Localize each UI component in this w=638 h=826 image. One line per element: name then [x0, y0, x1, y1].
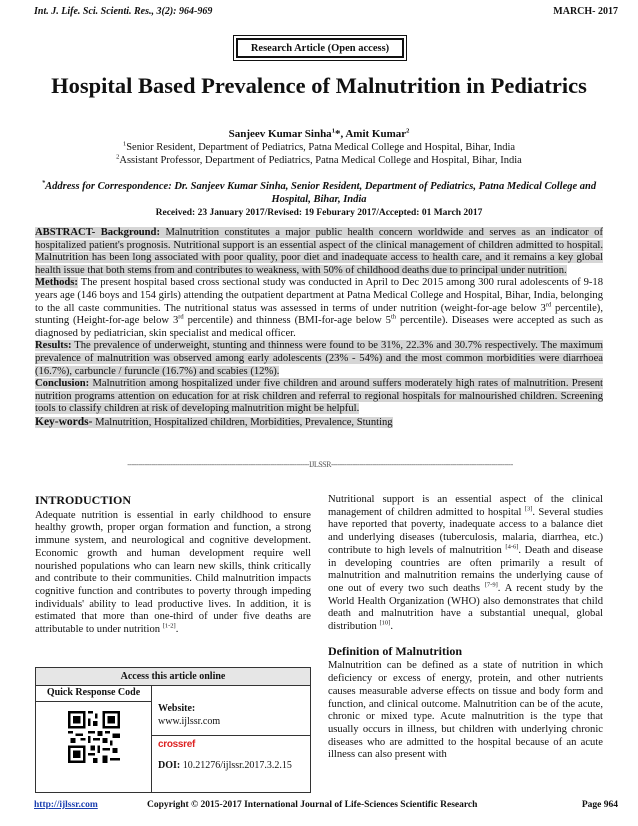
right-column [328, 494, 603, 762]
keywords: Malnutrition, Hospitalized children, Morbidities, Prevalence, Stunting [95, 416, 393, 428]
article-dates: Received: 23 January 2017/Revised: 19 Feburary 2017/Accepted: 01 March 2017 [155, 208, 483, 218]
affiliation-2: $^2$Assistant Professor, Department of Pediatrics, Patna Medical College and Hospital, Bihar, India [116, 153, 522, 166]
abstract: ABSTRACT- Background: Malnutrition constitutes a major public health concern worldwide and serves as an indicator of hospitalized patient's prognosis. Nutritional support is an essential aspect of the clinical management of children admitted to hospital. Malnutrition has been long associated with poor quality, poor diet and inadequate access to health care, and it remains a key global health issue that both stems from and contributes to weakness, with 50% of childhood deaths due to principal under nutrition. Methods: The present hospital based cross sectional study was conducted in April to Dec 2015 among 300 rural adolescents of 9-18 years age (146 boys and 154 girls) attending the outpatient department at Patna Medical College and Hospital, Bihar, India, belonging to the all caste communities. The nutritional status was assessed in terms of under nutrition (weight-for-age below 3rd percentile), stunting (Height-for-age below 3rd percentile) and thinness (BMI-for-age below 5th percentile). Diseases were accepted as such as diagnosed by pediatrician, skin specialist and medical officer. Results: The prevalence of underweight, stunting and thinness were found to be 31%, 22.3% and 30.7% respectively. The maximum prevalence of malnutrition was observed among early adolescents (23% - 54%) and the most common morbidities were diarrhoea (16.7%), carbuncle / furuncle (16.7%) and scabies (12%). Conclusion: Malnutrition among hospitalized under five children and around suffers moderately high rates of malnutrition. Present nutrition programs attention on education for at risk children and referral to regional hospitals for malnourished children. Screening tools to classify children at risk of developing malnutrition might be helpful. Key-words- Malnutrition, Hospitalized children, Morbidities, Prevalence, Stunting [35, 227, 603, 428]
qr-label: Quick Response Code [36, 685, 151, 702]
page-number: Page 964 [581, 800, 618, 810]
abstract-results: The prevalence of underweight, stunting and thinness were found to be 31%, 22.3% and 30.7% respectively. The maximum prevalence of malnutrition was observed among early adolescents (23% - 54%) and the most common morbidities were diarrhoea (16.7%), carbuncle / furuncle (16.7%) and scabies (12%). [35, 340, 603, 377]
access-online-box [35, 667, 311, 793]
definition-paragraph: Malnutrition can be defined as a state of nutrition in which deficiency or excess of energy, protein, and other nutrients causes measurable adverse effects on tissue and body form and function, and clinical outcome. Malnutrition can be of the acute, chronic or mixed type. Acute malnutrition is the type that usually occurs in illness, but children with underlying chronic diseases who are admitted to the hospital because of an acute illness can also present with [328, 660, 603, 761]
intro-paragraph: Adequate nutrition is essential in early childhood to ensure healthy growth, proper organ formation and function, a strong immune system, and neurological and cognitive development. Economic growth and human development require well nourished populations who can learn new skills, think critically and contribute to their communities. Child malnutrition impacts cognitive function and contributes to poverty through impeding individuals' ability to lead productive lives. In addition, it is estimated that more than one-third of under five deaths are attributable to under nutrition [1-2]. [35, 509, 311, 636]
qr-code-icon[interactable] [68, 711, 120, 763]
author-line: Sanjeev Kumar Sinha$^1$*, Amit Kumar$^2$ [228, 127, 410, 140]
affiliation-1: $^1$Senior Resident, Department of Pediatrics, Patna Medical College and Hospital, Bihar, India [122, 140, 516, 153]
footer-copyright: Copyright © 2015-2017 International Journal of Life-Sciences Scientific Research [147, 800, 478, 810]
definition-heading: Definition of Malnutrition [328, 643, 462, 658]
issue-date: MARCH- 2017 [553, 6, 618, 17]
author-name: Amit Kumar [345, 128, 407, 140]
footer-url[interactable]: http://ijlssr.com [34, 800, 98, 810]
nutrition-paragraph: Nutritional support is an essential aspect of the clinical management of children admitted to hospital [3]. Several studies have reported that poverty, inadequate access to a balance diet and underlying diseases (tuberculosis, malaria, diarrhea, etc.) contribute to high levels of malnutrition [4-6]. Death and disease in developing countries are often primarily a result of malnutrition and malnutrition remains the underlying cause of one out of every two such deaths [7-9]. A recent study by the World Health Organization (WHO) also demonstrates that child death and malnutrition have a substantial unequal, global distribution [10]. [328, 494, 603, 633]
abstract-background: Malnutrition constitutes a major public health concern worldwide and serves as an indicator of hospitalized patient's prognosis. Nutritional support is an essential aspect of the clinical management of children admitted to hospital. Malnutrition has been long associated with poor quality, poor diet and inadequate access to health care, and it remains a key global health issue that both stems from and contributes to weakness, with 50% of childhood deaths due to principal under nutrition. [35, 227, 603, 276]
access-details [152, 685, 310, 792]
paper-title: Hospital Based Prevalence of Malnutrition in Pediatrics [51, 73, 587, 98]
article-type-badge: Research Article (Open access) [236, 38, 404, 58]
abstract-label: ABSTRACT- Background: [35, 227, 160, 238]
intro-heading: INTRODUCTION [35, 493, 132, 507]
doi-link[interactable]: 10.21276/ijlssr.2017.3.2.15 [182, 760, 292, 771]
abstract-methods: The present hospital based cross sectional study was conducted in April to Dec 2015 among 300 rural adolescents of 9-18 years age (146 boys and 154 girls) attending the outpatient department at Patna Medical College and Hospital, Bihar, India, belonging to the all caste communities. The nutritional status was assessed in terms of under nutrition (weight-for-age below 3rd percentile), stunting (Height-for-age below 3rd percentile) and thinness (BMI-for-age below 5th percentile). Diseases were accepted as such as diagnosed by pediatrician, skin specialist and medical officer. [35, 277, 603, 339]
crossref-logo: crossref [158, 739, 196, 750]
intro-column [35, 494, 311, 637]
abstract-conclusion: Malnutrition among hospitalized under five children and around suffers moderately high rates of malnutrition. Present nutrition programs attention on education for at risk children and referral to regional hospitals for malnourished children. Screening tools to classify children at risk of developing malnutrition might be helpful. [35, 378, 603, 415]
website-label: Website: [158, 703, 196, 714]
access-box-title: Access this article online [36, 668, 310, 686]
correspondence-address: *Address for Correspondence: Dr. Sanjeev Kumar Sinha, Senior Resident, Department of Pediatrics, Patna Medical College and Hospital, Bihar, India [41, 179, 597, 205]
qr-panel [36, 685, 152, 792]
author-name: Sanjeev Kumar Sinha [228, 128, 332, 140]
section-separator: ------------------------------------------------------------------------------------IJLSSR------------------------------------------------------------------------------------ [127, 460, 513, 469]
access-divider [152, 735, 310, 736]
journal-citation: Int. J. Life. Sci. Scienti. Res., 3(2): 964-969 [34, 6, 213, 17]
website-link[interactable]: www.ijlssr.com [158, 716, 221, 727]
doi-line: DOI: 10.21276/ijlssr.2017.3.2.15 [158, 760, 292, 771]
